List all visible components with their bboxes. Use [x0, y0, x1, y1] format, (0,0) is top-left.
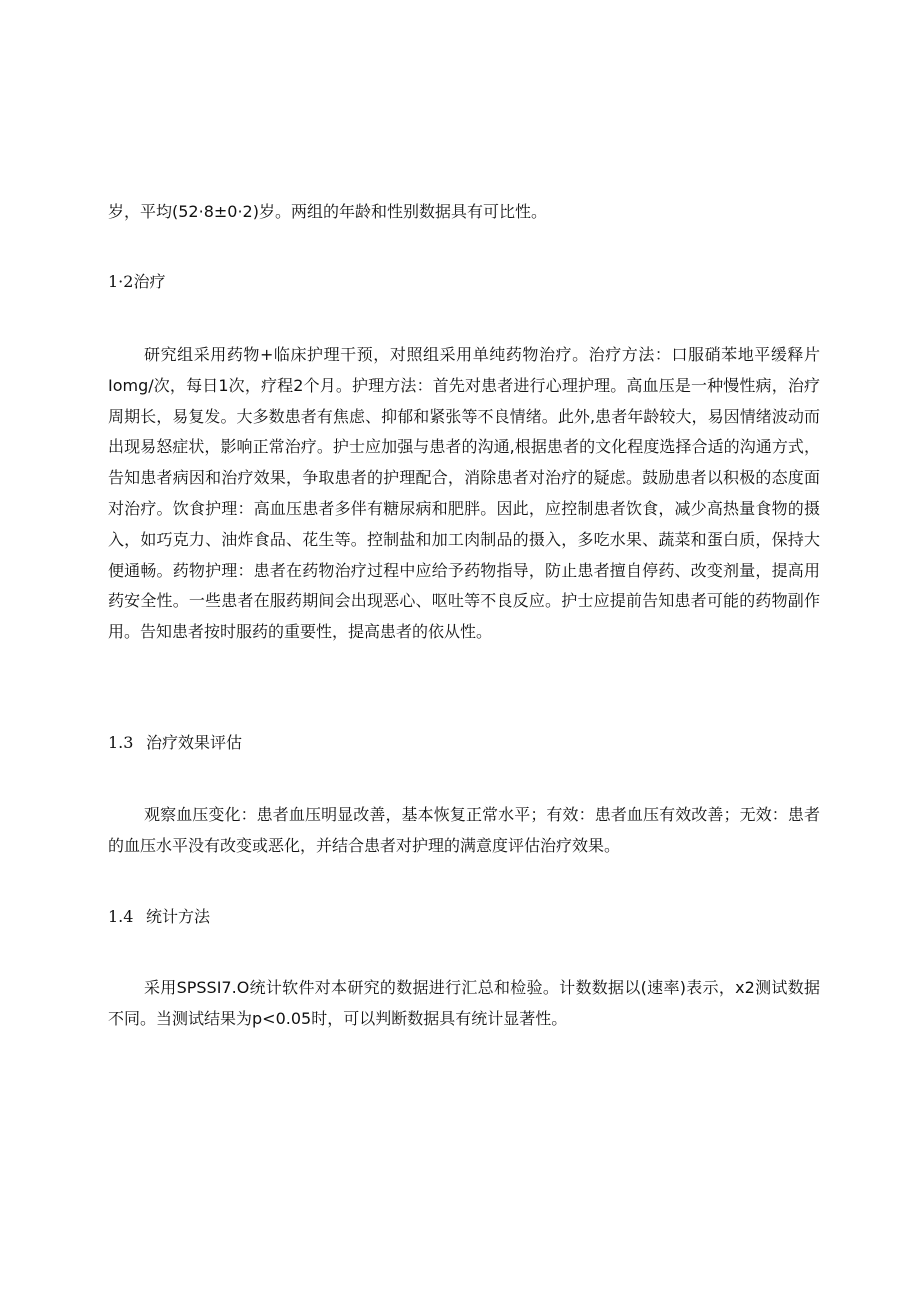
- section-title: 统计方法: [146, 907, 211, 926]
- section-number: 1.4: [108, 907, 134, 926]
- section-title: 治疗: [133, 272, 166, 291]
- section-paragraph-1-2: 研究组采用药物+临床护理干预，对照组采用单纯药物治疗。治疗方法：口服硝苯地平缓释片Iomg/次，每日1次，疗程2个月。护理方法：首先对患者进行心理护理。高血压是一种慢性病，治疗周期长，易复发。大多数患者有焦虑、抑郁和紧张等不良情绪。此外,患者年龄较大，易因情绪波动而出现易怒症状，影响正常治疗。护士应加强与患者的沟通,根据患者的文化程度选择合适的沟通方式，告知患者病因和治疗效果，争取患者的护理配合，消除患者对治疗的疑虑。鼓励患者以积极的态度面对治疗。饮食护理：高血压患者多伴有糖尿病和肥胖。因此，应控制患者饮食，减少高热量食物的摄入，如巧克力、油炸食品、花生等。控制盐和加工肉制品的摄入，多吃水果、蔬菜和蛋白质，保持大便通畅。药物护理：患者在药物治疗过程中应给予药物指导，防止患者擅自停药、改变剂量，提高用药安全性。一些患者在服药期间会出现恶心、呕吐等不良反应。护士应提前告知患者可能的药物副作用。告知患者按时服药的重要性，提高患者的依从性。: [108, 345, 820, 642]
- section-number: 1·2: [108, 272, 134, 291]
- section-title: 治疗效果评估: [146, 733, 243, 752]
- section-number: 1.3: [108, 733, 134, 752]
- section-heading-1-3: [108, 731, 242, 755]
- section-paragraph-1-4: 采用SPSSI7.O统计软件对本研究的数据进行汇总和检验。计数数据以(速率)表示，x2测试数据不同。当测试结果为p<0.05时，可以判断数据具有统计显著性。: [108, 978, 820, 1028]
- continuation-line: 岁，平均(52·8±0·2)岁。两组的年龄和性别数据具有可比性。: [108, 202, 547, 221]
- section-heading-1-2: [108, 270, 165, 294]
- section-paragraph-1-3: 观察血压变化：患者血压明显改善，基本恢复正常水平；有效：患者血压有效改善；无效：患者的血压水平没有改变或恶化，并结合患者对护理的满意度评估治疗效果。: [108, 805, 820, 855]
- section-heading-1-4: [108, 905, 210, 929]
